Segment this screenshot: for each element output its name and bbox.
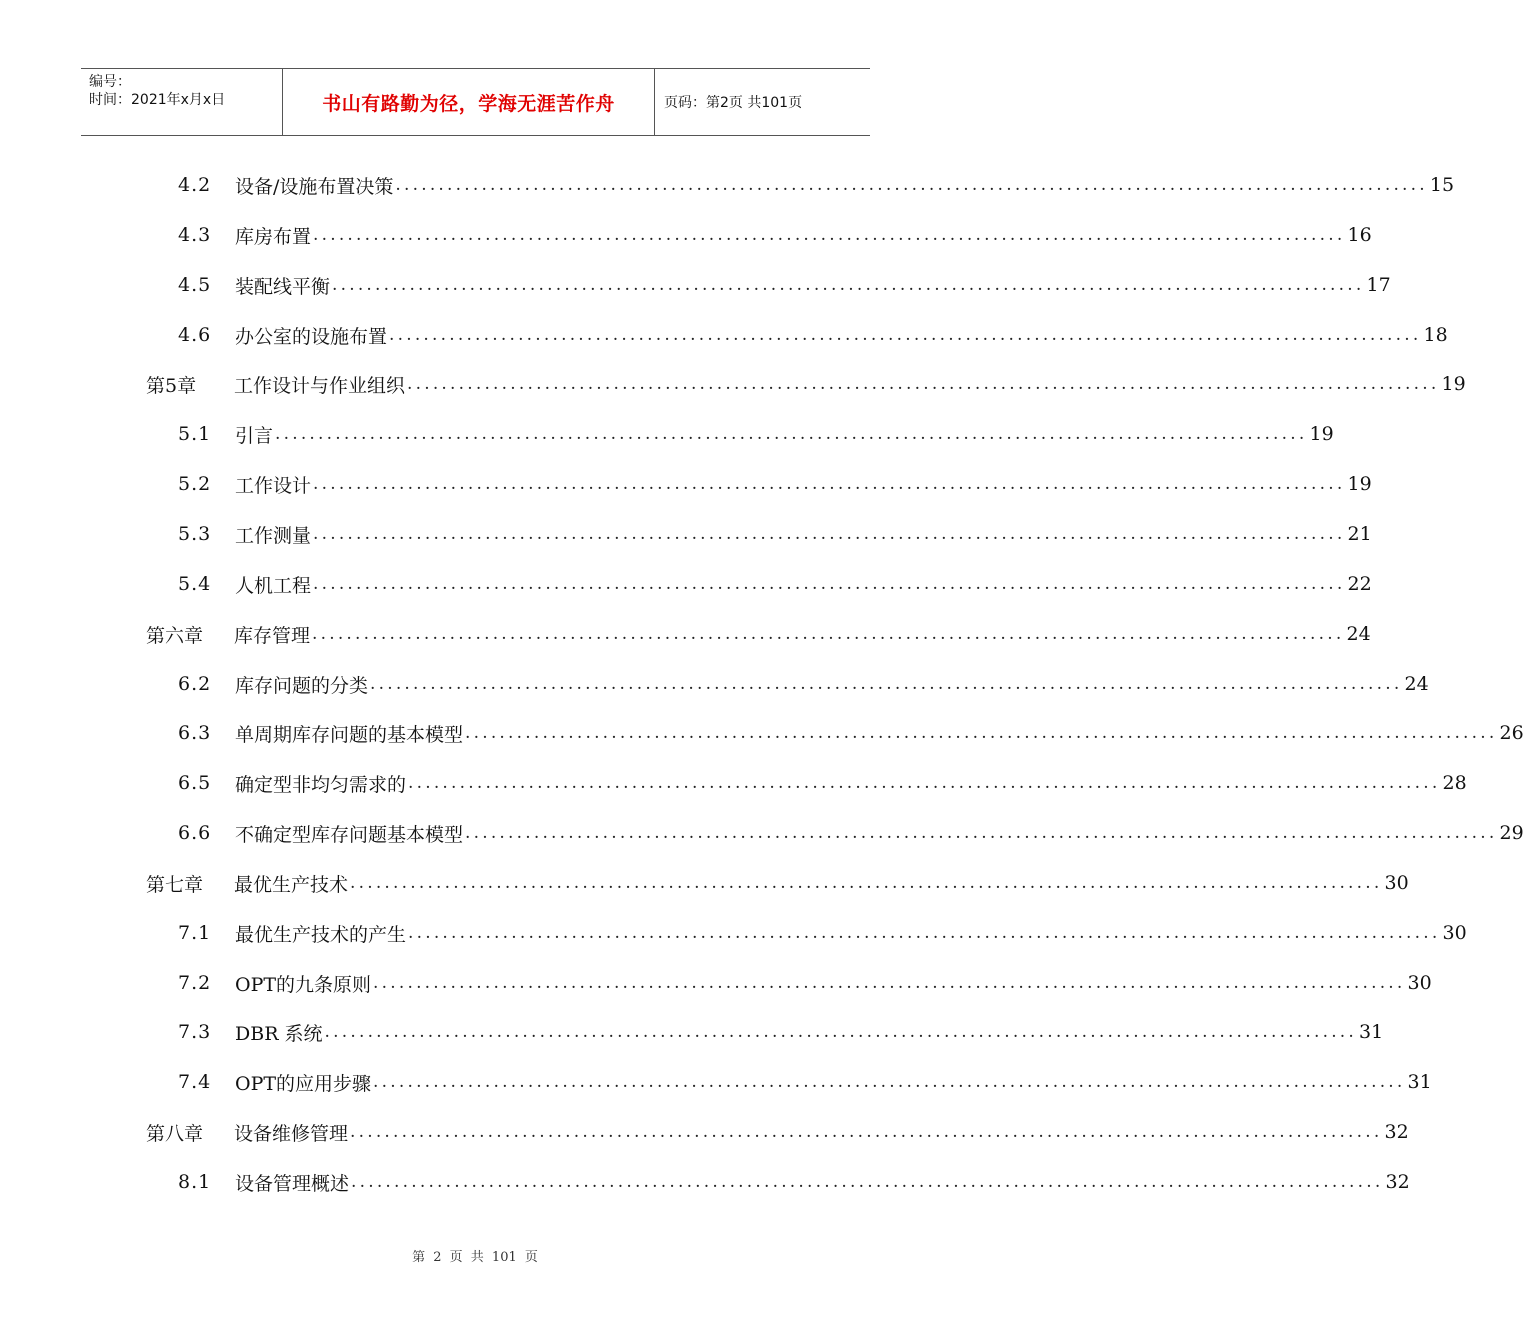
toc-number: 5.1	[178, 423, 212, 445]
toc-number: 5.3	[178, 523, 212, 545]
toc-page-number: 19	[1347, 473, 1372, 495]
toc-leader-dots: ........................................................................................................................	[465, 723, 1498, 743]
toc-leader-dots: ........................................................................................................................	[313, 574, 1346, 594]
toc-entry	[178, 172, 1455, 198]
toc-page-number: 28	[1442, 772, 1467, 794]
toc-leader-dots: ........................................................................................................................	[313, 225, 1346, 245]
toc-title: 工作测量	[235, 524, 312, 547]
toc-title: 不确定型库存问题基本模型	[235, 823, 464, 846]
toc-page-number: 30	[1407, 972, 1432, 994]
toc-entry	[178, 571, 1372, 597]
toc-entry	[178, 1019, 1384, 1045]
toc-entry	[146, 621, 1371, 647]
toc-number: 第八章	[146, 1122, 204, 1145]
toc-title: 库房布置	[235, 225, 312, 248]
toc-entry	[146, 371, 1466, 397]
toc-page-number: 19	[1309, 423, 1334, 445]
toc-entry	[178, 970, 1432, 996]
header-motto-cell	[282, 69, 655, 135]
toc-number: 第六章	[146, 624, 204, 647]
toc-page-number: 31	[1407, 1071, 1432, 1093]
toc-page-number: 21	[1347, 523, 1372, 545]
toc-leader-dots: ........................................................................................................................	[350, 1122, 1383, 1142]
toc-page-number: 16	[1347, 224, 1372, 246]
toc-number: 6.5	[178, 772, 212, 794]
toc-entry	[178, 820, 1524, 846]
toc-entry	[178, 1169, 1410, 1195]
toc-leader-dots: ........................................................................................................................	[275, 424, 1308, 444]
toc-number: 6.3	[178, 722, 212, 744]
toc-number: 7.1	[178, 922, 212, 944]
toc-title: 装配线平衡	[235, 275, 331, 298]
toc-leader-dots: ........................................................................................................................	[312, 624, 1345, 644]
toc-page-number: 26	[1499, 722, 1524, 744]
toc-title: 最优生产技术	[234, 873, 349, 896]
toc-leader-dots: ........................................................................................................................	[389, 325, 1422, 345]
page-footer: 第 2 页 共 101 页	[412, 1250, 538, 1265]
toc-page-number: 29	[1499, 822, 1524, 844]
toc-page-number: 32	[1385, 1171, 1410, 1193]
toc-entry	[178, 920, 1467, 946]
toc-entry	[178, 272, 1391, 298]
toc-number: 第七章	[146, 873, 204, 896]
toc-leader-dots: ........................................................................................................................	[313, 524, 1346, 544]
toc-leader-dots: ........................................................................................................................	[351, 1172, 1384, 1192]
toc-entry	[146, 1119, 1409, 1145]
toc-title: DBR 系统	[235, 1022, 323, 1045]
toc-number: 6.2	[178, 673, 212, 695]
toc-number: 6.6	[178, 822, 212, 844]
toc-number: 7.4	[178, 1071, 212, 1093]
toc-page-number: 22	[1347, 573, 1372, 595]
toc-leader-dots: ........................................................................................................................	[373, 973, 1406, 993]
toc-entry	[178, 322, 1448, 348]
toc-title: 人机工程	[235, 574, 312, 597]
toc-leader-dots: ........................................................................................................................	[332, 275, 1365, 295]
toc-entry	[178, 521, 1372, 547]
toc-leader-dots: ........................................................................................................................	[370, 674, 1403, 694]
toc-title: 办公室的设施布置	[235, 325, 388, 348]
toc-number: 4.2	[178, 174, 212, 196]
toc-number: 5.4	[178, 573, 212, 595]
toc-leader-dots: ........................................................................................................................	[408, 923, 1441, 943]
toc-leader-dots: ........................................................................................................................	[408, 773, 1441, 793]
toc-entry	[146, 870, 1409, 896]
toc-number: 7.2	[178, 972, 212, 994]
toc-page-number: 19	[1441, 373, 1466, 395]
toc-title: 单周期库存问题的基本模型	[235, 723, 464, 746]
page-label: 页码：第2页 共101页	[664, 95, 803, 111]
toc-title: 最优生产技术的产生	[235, 923, 407, 946]
toc-number: 7.3	[178, 1021, 212, 1043]
toc-title: 工作设计	[235, 474, 312, 497]
toc-title: OPT的应用步骤	[235, 1072, 372, 1095]
toc-title: 库存问题的分类	[235, 674, 369, 697]
toc-entry	[178, 471, 1372, 497]
toc-leader-dots: ........................................................................................................................	[407, 374, 1440, 394]
toc-leader-dots: ........................................................................................................................	[324, 1022, 1358, 1042]
toc-page-number: 32	[1384, 1121, 1409, 1143]
toc-page-number: 30	[1384, 872, 1409, 894]
page-header	[81, 68, 870, 136]
number-label: 编号：	[89, 74, 131, 90]
toc-page-number: 30	[1442, 922, 1467, 944]
toc-leader-dots: ........................................................................................................................	[313, 474, 1346, 494]
toc-number: 4.6	[178, 324, 212, 346]
toc-page-number: 31	[1359, 1021, 1384, 1043]
toc-title: OPT的九条原则	[235, 973, 372, 996]
toc-title: 工作设计与作业组织	[234, 374, 406, 397]
toc-page-number: 15	[1429, 174, 1455, 196]
time-label: 时间：2021年x月x日	[89, 92, 226, 108]
toc-leader-dots: ........................................................................................................................	[465, 823, 1498, 843]
toc-entry	[178, 671, 1429, 697]
header-meta-cell	[81, 69, 282, 135]
toc-number: 4.3	[178, 224, 212, 246]
toc-entry	[178, 720, 1524, 746]
toc-title: 设备/设施布置决策	[235, 175, 394, 198]
toc-page-number: 24	[1404, 673, 1429, 695]
toc-title: 库存管理	[234, 624, 311, 647]
toc-entry	[178, 421, 1334, 447]
toc-page-number: 17	[1366, 274, 1391, 296]
toc-title: 确定型非均匀需求的	[235, 773, 407, 796]
toc-number: 4.5	[178, 274, 212, 296]
toc-leader-dots: ........................................................................................................................	[350, 873, 1383, 893]
toc-leader-dots: ........................................................................................................................	[395, 175, 1428, 195]
toc-entry	[178, 222, 1372, 248]
toc-entry	[178, 1069, 1432, 1095]
toc-entry	[178, 770, 1467, 796]
toc-number: 第5章	[146, 374, 197, 397]
toc-number: 8.1	[178, 1171, 212, 1193]
toc-title: 设备管理概述	[235, 1172, 350, 1195]
toc-page-number: 24	[1346, 623, 1371, 645]
toc-page-number: 18	[1423, 324, 1448, 346]
toc-number: 5.2	[178, 473, 212, 495]
header-page-cell	[655, 69, 870, 135]
toc-title: 设备维修管理	[234, 1122, 349, 1145]
motto: 书山有路勤为径，学海无涯苦作舟	[322, 92, 615, 115]
toc-title: 引言	[235, 424, 274, 447]
toc-leader-dots: ........................................................................................................................	[373, 1072, 1406, 1092]
